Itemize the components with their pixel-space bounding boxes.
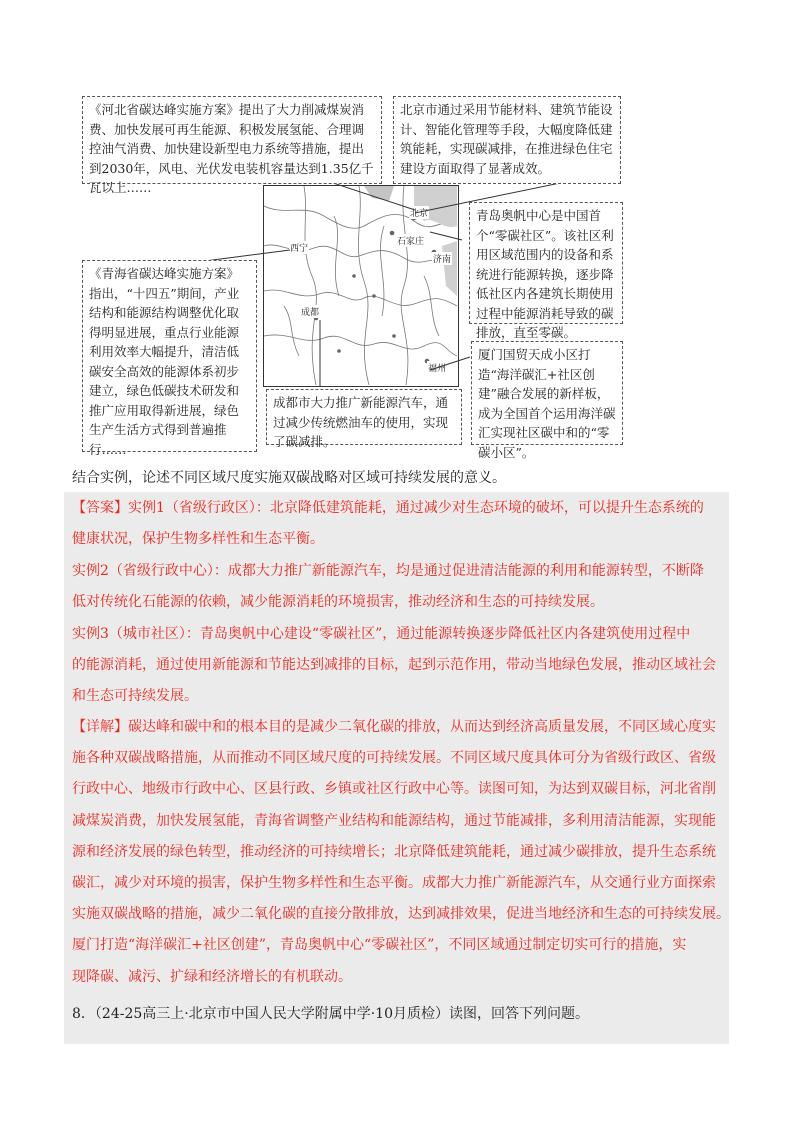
detail-line-5: 源和经济发展的绿色转型，推动经济的可持续增长；北京降低建筑能耗，通过减少碳排放，提升生态系统 [72, 844, 716, 860]
detail-line-6: 碳汇，减少对环境的损害，保护生物多样性和生态平衡。成都大力推广新能源汽车，从交通行业方面探索 [72, 875, 716, 891]
answer-line-3: 实例2（省级行政中心）：成都大力推广新能源汽车，均是通过促进清洁能源的利用和能源转型，不断降 [72, 563, 704, 579]
detail-line-8: 厦门打造“海洋碳汇+社区创建”，青岛奥帆中心“零碳社区”，不同区域通过制定切实可行的措施，实 [72, 937, 687, 953]
callout-qinghai: 《青海省碳达峰实施方案》指出，“十四五”期间，产业结构和能源结构调整优化取得明显进展，重点行业能源利用效率大幅提升，清洁低碳安全高效的能源体系初步建立，绿色低碳技术研发和推广应用取得新进展，绿色生产生活方式得到普遍推行…… [82, 260, 257, 452]
answer-line-2: 健康状况，保护生物多样性和生态平衡。 [72, 531, 324, 547]
callout-qingdao: 青岛奥帆中心是中国首个“零碳社区”。该社区利用区域范围内的设备和系统进行能源转换，逐步降低社区内各建筑长期使用过程中能源消耗导致的碳排放，直至零碳。 [469, 202, 623, 324]
city-label-chengdu: 成都 [300, 305, 320, 318]
answer-line-1: 【答案】实例1（省级行政区）：北京降低建筑能耗，通过减少对生态环境的破坏，可以提升生态系统的 [72, 500, 704, 516]
city-label-xining: 西宁 [289, 241, 309, 254]
detail-line-2: 施各种双碳战略措施，从而推动不同区域尺度的可持续发展。不同区域尺度具体可分为省级行政区、省级 [72, 750, 716, 766]
callout-hebei: 《河北省碳达峰实施方案》提出了大力削减煤炭消费、加快发展可再生能源、积极发展氢能、合理调控油气消费、加快建设新型电力系统等措施，提出到2030年，风电、光伏发电装机容量达到1.35亿千瓦以上…… [82, 96, 382, 184]
detail-line-4: 减煤炭消费，加快发展氢能，青海省调整产业结构和能源结构，通过节能减排，多利用清洁能源，实现能 [72, 813, 716, 829]
callout-beijing: 北京市通过采用节能材料、建筑节能设计、智能化管理等手段，大幅度降低建筑能耗，实现碳减排，在推进绿色住宅建设方面取得了显著成效。 [393, 96, 621, 184]
city-label-shijiazhuang: 石家庄 [396, 234, 425, 247]
detail-line-9: 现降碳、减污、扩绿和经济增长的有机联动。 [72, 969, 352, 985]
callout-chengdu: 成都市大力推广新能源汽车，通过减少传统燃油车的使用，实现了碳减排。 [266, 389, 462, 445]
city-label-beijing: 北京 [409, 206, 429, 219]
next-question: 8．（24-25高三上·北京市中国人民大学附属中学·10月质检）读图，回答下列问题。 [72, 1006, 589, 1022]
question-text: 结合实例，论述不同区域尺度实施双碳战略对区域可持续发展的意义。 [72, 470, 506, 486]
detail-line-1: 【详解】碳达峰和碳中和的根本目的是减少二氧化碳的排放，从而达到经济高质量发展，不同区域心度实 [72, 719, 716, 735]
detail-line-7: 实施双碳战略的措施，减少二氧化碳的直接分散排放，达到减排效果，促进当地经济和生态的可持续发展。 [72, 906, 730, 922]
answer-line-7: 和生态可持续发展。 [72, 688, 198, 704]
callout-xiamen: 厦门国贸天成小区打造“海洋碳汇+社区创建”融合发展的新样板，成为全国首个运用海洋碳汇实现社区碳中和的“零碳小区”。 [471, 341, 623, 445]
answer-line-5: 实例3（城市社区）：青岛奥帆中心建设“零碳社区”，通过能源转换逐步降低社区内各建筑使用过程中 [72, 626, 691, 642]
answer-line-6: 的能源消耗，通过使用新能源和节能达到减排的目标，起到示范作用，带动当地绿色发展，推动区域社会 [72, 657, 716, 673]
detail-line-3: 行政中心、地级市行政中心、区县行政、乡镇或社区行政中心等。读图可知，为达到双碳目标，河北省削 [72, 781, 716, 797]
city-label-fuzhou: 福州 [427, 361, 447, 374]
answer-line-4: 低对传统化石能源的依赖，减少能源消耗的环境损害，推动经济和生态的可持续发展。 [72, 594, 604, 610]
city-label-jinan: 济南 [432, 252, 452, 265]
